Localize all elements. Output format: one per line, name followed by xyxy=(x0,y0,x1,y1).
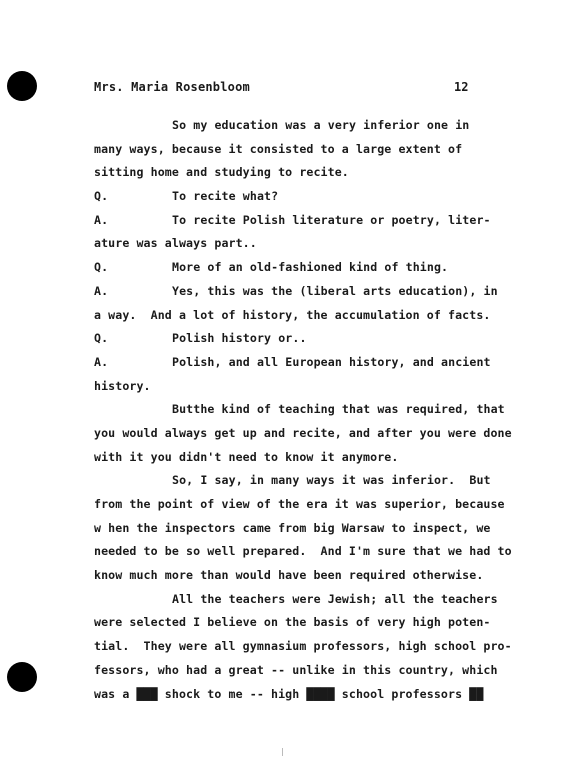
line-text: More of an old-fashioned kind of thing. xyxy=(172,260,449,275)
paragraph-start-line: Butthe kind of teaching that was required, that xyxy=(172,402,505,417)
scan-mark xyxy=(282,748,283,756)
text-line: w hen the inspectors came from big Warsaw to inspect, we xyxy=(94,520,491,535)
text-line: tial. They were all gymnasium professors, high school pro- xyxy=(94,639,512,654)
paragraph-start-line: So my education was a very inferior one in xyxy=(172,118,470,132)
line-text: Yes, this was the (liberal arts education), in xyxy=(172,283,498,298)
text-line: ature was always part.. xyxy=(94,236,257,251)
line-text: Polish, and all European history, and ancient xyxy=(172,354,491,369)
speaker-label: Q. xyxy=(94,260,109,275)
text-line: from the point of view of the era it was superior, because xyxy=(94,497,505,511)
qa-line xyxy=(94,185,524,209)
qa-line xyxy=(94,280,524,304)
text-line: you would always get up and recite, and after you were done xyxy=(94,425,512,440)
line-text: To recite Polish literature or poetry, liter- xyxy=(172,212,491,227)
paragraph-start-line: So, I say, in many ways it was inferior. But xyxy=(172,473,491,488)
qa-line xyxy=(94,351,524,375)
text-line: a way. And a lot of history, the accumulation of facts. xyxy=(94,307,491,322)
text-line: with it you didn't need to know it anymore. xyxy=(94,449,399,464)
punch-hole-bottom xyxy=(7,662,37,692)
text-line: was a ███ shock to me -- high ████ school professors ██ xyxy=(94,686,484,701)
text-line: many ways, because it consisted to a large extent of xyxy=(94,141,463,156)
qa-line xyxy=(94,256,524,280)
speaker-label: A. xyxy=(94,212,109,227)
speaker-label: A. xyxy=(94,354,109,369)
text-line: sitting home and studying to recite. xyxy=(94,165,349,180)
qa-line xyxy=(94,209,524,233)
text-line: were selected I believe on the basis of very high poten- xyxy=(94,615,491,630)
speaker-label: A. xyxy=(94,283,109,298)
text-line: know much more than would have been required otherwise. xyxy=(94,568,484,583)
line-text: Polish history or.. xyxy=(172,331,307,346)
transcript-body xyxy=(94,114,524,706)
header-interviewee-name: Mrs. Maria Rosenbloom xyxy=(94,80,250,94)
qa-line xyxy=(94,327,524,351)
text-line: needed to be so well prepared. And I'm sure that we had to xyxy=(94,544,512,559)
paragraph-start-line: All the teachers were Jewish; all the teachers xyxy=(172,591,498,606)
speaker-label: Q. xyxy=(94,189,109,204)
text-line: history. xyxy=(94,378,151,393)
text-line: fessors, who had a great -- unlike in this country, which xyxy=(94,662,498,677)
line-text: To recite what? xyxy=(172,189,279,204)
page-number: 12 xyxy=(454,80,469,94)
punch-hole-top xyxy=(7,71,37,101)
speaker-label: Q. xyxy=(94,331,109,346)
